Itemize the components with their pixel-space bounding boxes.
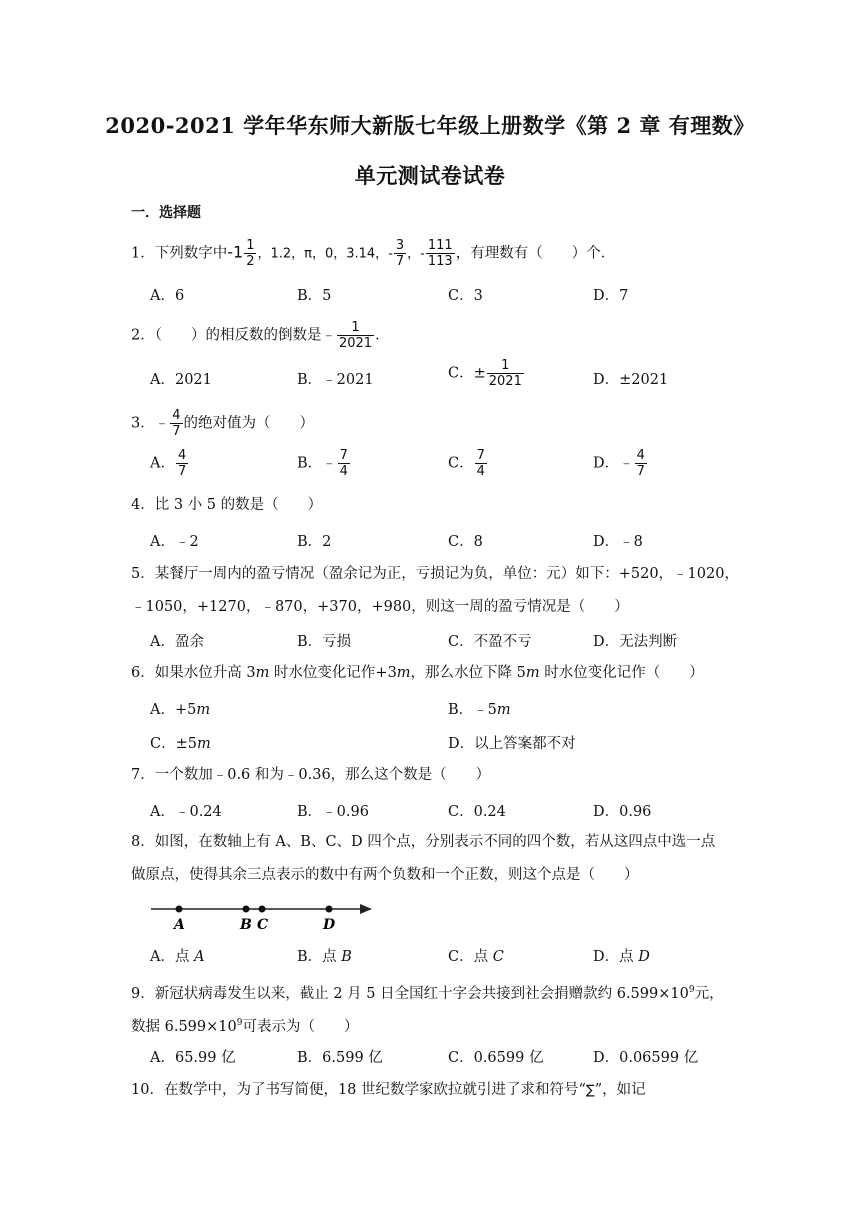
q4-option-b: B．2 (297, 534, 332, 550)
q7-option-c: C．0.24 (448, 804, 506, 820)
q7-option-b: B．﹣0.96 (297, 804, 369, 820)
question-4: 4．比 3 小 5 的数是（ ） (131, 497, 323, 513)
sigma-symbol: ∑ (585, 1083, 595, 1098)
label-d: D (323, 917, 336, 933)
label-b: B (240, 917, 252, 933)
point-d (326, 906, 333, 913)
q8-option-a: A．点 A (150, 949, 205, 965)
point-c (259, 906, 266, 913)
fraction: $\frac{1}{2021}$ (338, 320, 373, 351)
q4-option-a: A．﹣2 (150, 534, 199, 550)
q6-option-a: A．+5m (150, 702, 211, 718)
q7-option-a: A．﹣0.24 (150, 804, 222, 820)
q9-option-b: B．6.599 亿 (297, 1050, 383, 1066)
q3-option-b: B．﹣ $\frac{7}{4}$ (297, 448, 348, 479)
section-heading: 一．选择题 (131, 205, 201, 221)
question-2: 2．（ ）的相反数的倒数是﹣ $\frac{1}{2021}$ ． (131, 320, 390, 351)
q2-option-d: D．±2021 (593, 372, 669, 388)
exam-title: 2020-2021 学年华东师大新版七年级上册数学《第 2 章 有理数》 (105, 113, 755, 138)
q6-option-c: C．±5m (150, 736, 211, 752)
q8-option-b: B．点 B (297, 949, 352, 965)
q1-option-b: B．5 (297, 288, 332, 304)
q9-option-a: A．65.99 亿 (150, 1050, 236, 1066)
exam-subtitle: 单元测试卷试卷 (354, 163, 506, 188)
fraction: $\frac{1}{2}$ (246, 238, 255, 269)
q6-option-d: D．以上答案都不对 (448, 736, 576, 752)
question-9-line-1: 9．新冠状病毒发生以来，截止 2 月 5 日全国红十字会共接到社会捐赠款约 $6.599\times 10^9$元， (131, 985, 724, 1002)
question-10: 10．在数学中，为了书写简便，18 世纪数学家欧拉就引进了求和符号“∑”，如记 (131, 1082, 646, 1098)
arrow-right-icon (360, 904, 372, 914)
q5-option-c: C．不盈不亏 (448, 634, 532, 650)
q5-option-d: D．无法判断 (593, 634, 678, 650)
q1-option-d: D．7 (593, 288, 629, 304)
q1-option-a: A．6 (150, 288, 185, 304)
question-8-line-1: 8．如图，在数轴上有 A、B、C、D 四个点，分别表示不同的四个数，若从这四点中选一点 (131, 834, 716, 850)
point-a (176, 906, 183, 913)
question-5-line-2: ﹣1050，+1270，﹣870，+370，+980，则这一周的盈亏情况是（ ） (131, 599, 629, 615)
q3-option-a: A． $\frac{4}{7}$ (150, 448, 187, 479)
q5-option-a: A．盈余 (150, 634, 204, 650)
q2-option-c: C．± $\frac{1}{2021}$ (448, 358, 522, 389)
point-b (243, 906, 250, 913)
label-a: A (174, 917, 185, 933)
q8-option-c: C．点 C (448, 949, 504, 965)
q9-option-c: C．0.6599 亿 (448, 1050, 544, 1066)
question-1: 1．下列数字中-1 $\frac{1}{2}$ ，1.2，π，0，3.14，- $\frac{3}{7}$ ，- $\frac{111}{113}$ ，有理数有（ ）个． (131, 238, 616, 269)
label-c: C (257, 917, 269, 933)
fraction: $\frac{1}{2021}$ (488, 358, 522, 389)
fraction: $\frac{4}{7}$ (172, 408, 181, 439)
q2-option-b: B．﹣2021 (297, 372, 374, 388)
fraction: $\frac{111}{113}$ (427, 238, 453, 269)
question-6: 6．如果水位升高 3m 时水位变化记作+3m，那么水位下降 5m 时水位变化记作（ ） (131, 665, 704, 681)
q6-option-b: B．﹣5m (448, 702, 511, 718)
q7-option-d: D．0.96 (593, 804, 652, 820)
question-8-line-2: 做原点，使得其余三点表示的数中有两个负数和一个正数，则这个点是（ ） (131, 867, 639, 883)
q1-option-c: C．3 (448, 288, 483, 304)
question-5-line-1: 5．某餐厅一周内的盈亏情况（盈余记为正，亏损记为负，单位：元）如下：+520，﹣1020， (131, 566, 739, 582)
q3-option-c: C． $\frac{7}{4}$ (448, 448, 485, 479)
q4-option-d: D．﹣8 (593, 534, 643, 550)
q2-option-a: A．2021 (150, 372, 212, 388)
question-9-line-2: 数据 $6.599\times 10^9$可表示为（ ） (131, 1018, 359, 1035)
fraction: $\frac{3}{7}$ (395, 238, 405, 269)
q3-option-d: D．﹣ $\frac{4}{7}$ (593, 448, 645, 479)
number-line-figure (148, 898, 376, 934)
question-7: 7．一个数加﹣0.6 和为﹣0.36，那么这个数是（ ） (131, 767, 491, 783)
q5-option-b: B．亏损 (297, 634, 352, 650)
q4-option-c: C．8 (448, 534, 483, 550)
q8-option-d: D．点 D (593, 949, 650, 965)
q9-option-d: D．0.06599 亿 (593, 1050, 699, 1066)
question-3: 3．﹣ $\frac{4}{7}$ 的绝对值为（ ） (131, 408, 315, 439)
